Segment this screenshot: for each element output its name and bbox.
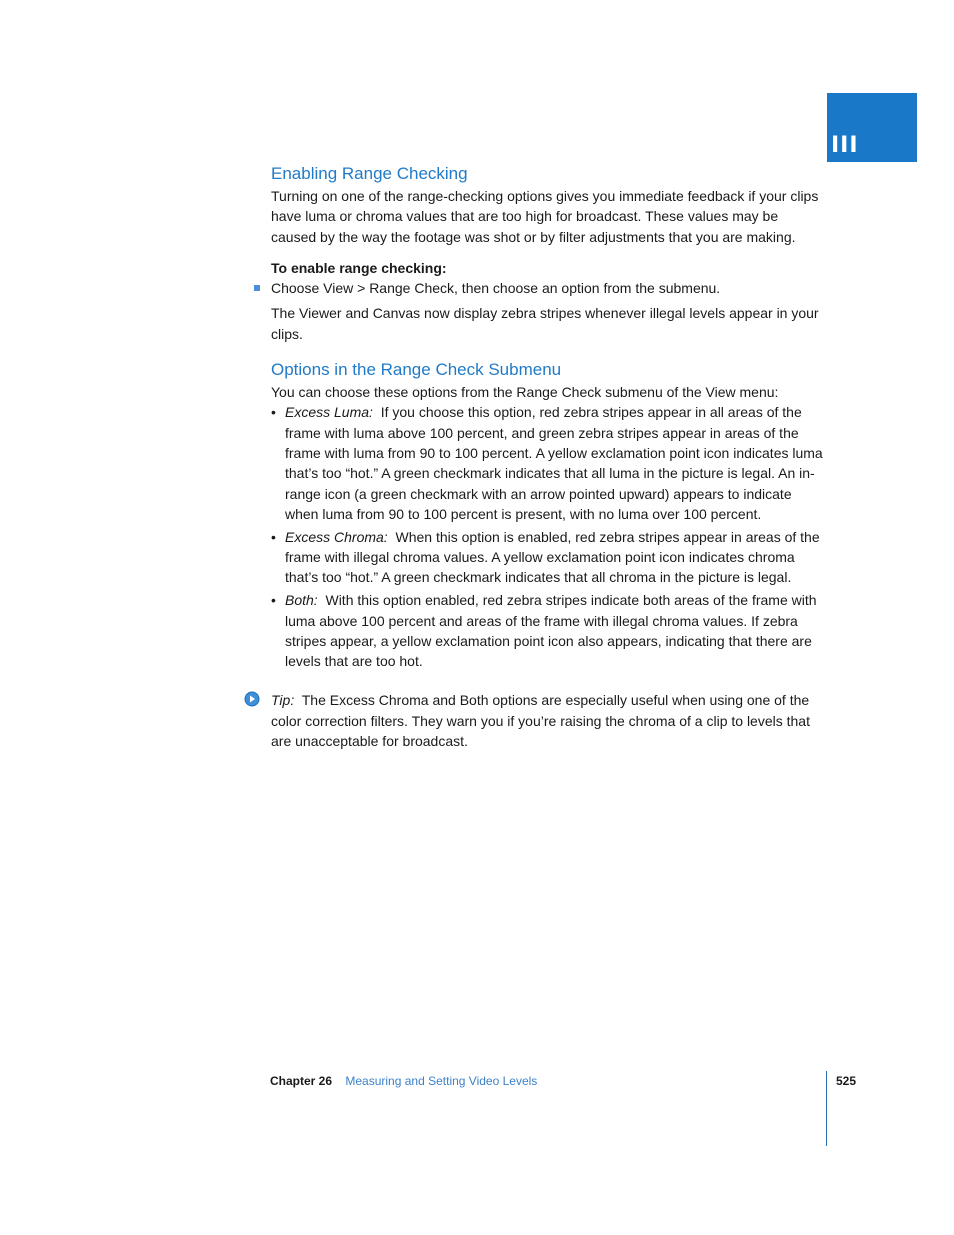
procedure-result: The Viewer and Canvas now display zebra stripes whenever illegal levels appear in your clips. xyxy=(271,305,819,342)
page-footer xyxy=(270,1073,537,1089)
procedure-step xyxy=(271,278,827,298)
tip-note xyxy=(271,690,827,751)
procedure-step-text: Choose View > Range Check, then choose an option from the submenu. xyxy=(271,280,721,297)
option-term: Excess Chroma: xyxy=(285,528,388,545)
option-description: When this option is enabled, red zebra stripes appear in areas of the frame with illegal chroma values. A yellow exclamation point icon indicates chroma that’s too “hot.” A green checkmark indicates that all chroma in the picture is legal. xyxy=(285,528,820,586)
list-item-excess-luma xyxy=(271,402,827,524)
bullet-icon: • xyxy=(271,404,276,421)
option-description: If you choose this option, red zebra stripes appear in all areas of the frame with luma above 100 percent, and green zebra stripes appear in areas of the frame with luma from 90 to 100 percent. A yellow exclamation point icon indicates luma that’s too “hot.” A green checkmark indicates that all luma in the picture is legal. An in-range icon (a green checkmark with an arrow pointed upward) appears to indicate when luma from 90 to 100 percent is present, with no luma over 100 percent. xyxy=(285,404,823,522)
footer-divider xyxy=(826,1071,827,1146)
tip-text xyxy=(271,690,827,751)
footer-chapter-title: Measuring and Setting Video Levels xyxy=(345,1074,538,1088)
section-heading-enabling-range-checking: Enabling Range Checking xyxy=(271,164,468,183)
list-item-excess-chroma xyxy=(271,527,827,588)
page-number: 525 xyxy=(836,1074,857,1088)
tip-body: The Excess Chroma and Both options are especially useful when using one of the color correction filters. They warn you if you’re raising the chroma of a clip to levels that are unacceptable for broadcast. xyxy=(271,692,810,750)
tip-label: Tip: xyxy=(271,692,295,709)
procedure-title: To enable range checking: xyxy=(271,259,447,276)
step-bullet-icon xyxy=(254,285,260,291)
option-term: Excess Luma: xyxy=(285,404,373,421)
part-tab xyxy=(827,93,917,162)
page-content xyxy=(271,162,827,751)
option-description: With this option enabled, red zebra stripes indicate both areas of the frame with luma above 100 percent and areas of the frame with illegal chroma values. If zebra stripes appear, a yellow exclamation point icon also appears, indicating that there are levels that are too hot. xyxy=(285,592,817,670)
bullet-icon: • xyxy=(271,528,276,545)
list-item-both xyxy=(271,590,827,671)
footer-chapter: Chapter 26 xyxy=(270,1074,333,1088)
options-list xyxy=(271,402,827,671)
section2-intro-paragraph: You can choose these options from the Range Check submenu of the View menu: xyxy=(271,384,779,401)
bullet-icon: • xyxy=(271,592,276,609)
option-term: Both: xyxy=(285,592,318,609)
section1-intro-paragraph: Turning on one of the range-checking options gives you immediate feedback if your clips have luma or chroma values that are too high for broadcast. These values may be caused by the way the footage was shot or by filter adjustments that you are making. xyxy=(271,188,819,245)
tip-arrow-icon xyxy=(244,691,260,707)
section-heading-range-check-options: Options in the Range Check Submenu xyxy=(271,360,562,380)
part-tab-label: III xyxy=(831,133,859,158)
